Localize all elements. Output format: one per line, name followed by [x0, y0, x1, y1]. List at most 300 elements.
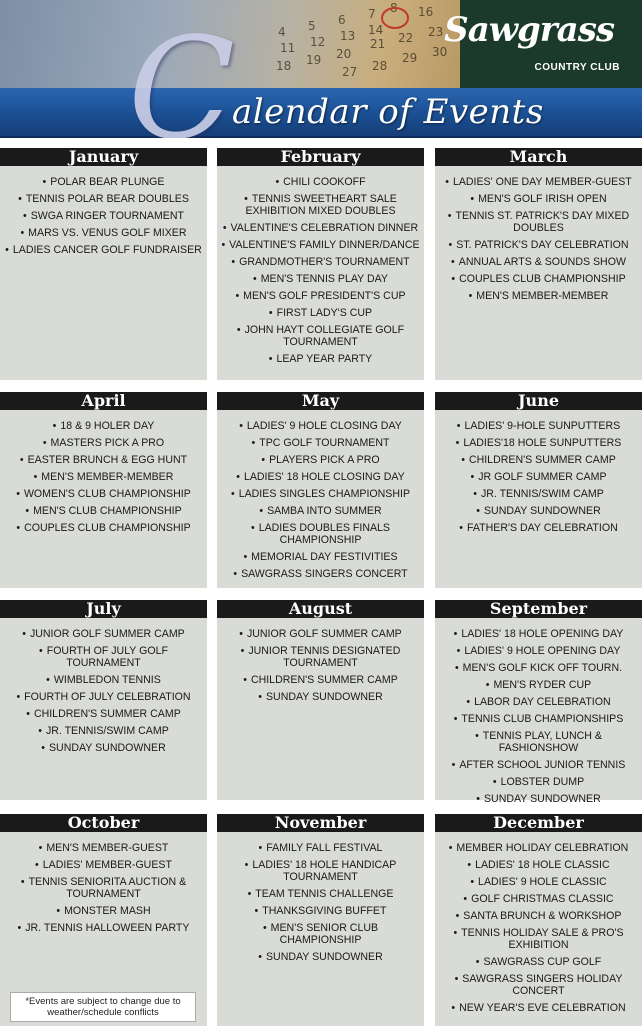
event-label: TENNIS ST. PATRICK'S DAY MIXED DOUBLES — [455, 210, 630, 234]
event-item — [439, 776, 638, 788]
event-label: TENNIS SENIORITA AUCTION & TOURNAMENT — [28, 876, 187, 900]
event-item — [4, 742, 203, 754]
event-item — [439, 893, 638, 905]
event-label: TEAM TENNIS CHALLENGE — [255, 888, 394, 900]
event-item — [221, 307, 420, 319]
bullet-icon: • — [38, 842, 43, 854]
page-title: alendar of Events — [232, 92, 544, 132]
event-item — [221, 420, 420, 432]
month-heading: March — [435, 148, 642, 166]
event-label: LADIES' 18 HOLE CLASSIC — [475, 859, 610, 871]
event-item — [221, 859, 420, 883]
event-label: FIRST LADY'S CUP — [276, 307, 373, 319]
bullet-icon: • — [459, 522, 463, 534]
calendar-number: 14 — [368, 23, 384, 37]
event-label: SUNDAY SUNDOWNER — [48, 742, 166, 754]
bullet-icon: • — [453, 713, 458, 725]
event-label: COUPLES CLUB CHAMPIONSHIP — [459, 273, 626, 285]
calendar-number: 5 — [308, 19, 316, 33]
bullet-icon: • — [485, 679, 490, 691]
bullet-icon: • — [244, 193, 248, 205]
event-item — [439, 522, 638, 534]
event-item — [439, 679, 638, 691]
event-label: LADIES' 9 HOLE CLOSING DAY — [246, 420, 402, 432]
event-label: MEN'S MEMBER-MEMBER — [41, 471, 174, 483]
event-label: TENNIS SWEETHEART SALE EXHIBITION MIXED DOUBLES — [245, 193, 397, 217]
event-item — [221, 691, 420, 703]
event-label: TENNIS POLAR BEAR DOUBLES — [25, 193, 189, 205]
event-item — [221, 888, 420, 900]
event-item — [439, 759, 638, 771]
bullet-icon: • — [39, 645, 43, 657]
event-label: LADIES' 9 HOLE CLASSIC — [478, 876, 607, 888]
event-item — [439, 696, 638, 708]
bullet-icon: • — [254, 905, 259, 917]
event-item — [221, 842, 420, 854]
bullet-icon: • — [456, 420, 461, 432]
event-item — [439, 273, 638, 285]
calendar-number: 11 — [280, 41, 296, 55]
event-label: LADIES' 9-HOLE SUNPUTTERS — [464, 420, 621, 432]
bullet-icon: • — [473, 488, 477, 500]
event-item — [4, 922, 203, 934]
event-item — [439, 437, 638, 449]
month-heading: February — [217, 148, 424, 166]
bullet-icon: • — [16, 691, 21, 703]
event-label: JOHN HAYT COLLEGIATE GOLF TOURNAMENT — [244, 324, 405, 348]
event-label: 18 & 9 HOLER DAY — [60, 420, 155, 432]
event-label: SUNDAY SUNDOWNER — [483, 793, 601, 805]
event-item — [4, 859, 203, 871]
event-item — [4, 674, 203, 686]
bullet-icon: • — [35, 859, 39, 871]
month-april — [0, 392, 207, 588]
bullet-icon: • — [258, 842, 263, 854]
event-label: MEN'S TENNIS PLAY DAY — [260, 273, 388, 285]
bullet-icon: • — [476, 793, 480, 805]
header-banner — [0, 0, 642, 138]
bullet-icon: • — [454, 662, 459, 674]
event-label: COUPLES CLUB CHAMPIONSHIP — [24, 522, 191, 534]
bullet-icon: • — [221, 239, 226, 251]
event-label: GOLF CHRISTMAS CLASSIC — [471, 893, 614, 905]
calendar-number: 16 — [418, 5, 434, 19]
event-label: CHILDREN'S SUMMER CAMP — [33, 708, 181, 720]
event-label: THANKSGIVING BUFFET — [262, 905, 387, 917]
event-item — [439, 662, 638, 674]
event-item — [221, 273, 420, 285]
event-item — [439, 876, 638, 888]
event-label: POLAR BEAR PLUNGE — [50, 176, 165, 188]
event-label: WOMEN'S CLUB CHAMPIONSHIP — [23, 488, 191, 500]
month-heading: August — [217, 600, 424, 618]
event-label: TENNIS HOLIDAY SALE & PRO'S EXHIBITION — [461, 927, 624, 951]
bullet-icon: • — [17, 922, 22, 934]
event-item — [221, 522, 420, 546]
event-label: LABOR DAY CELEBRATION — [474, 696, 611, 708]
event-label: SAMBA INTO SUMMER — [267, 505, 382, 517]
calendar-number: 20 — [336, 47, 352, 61]
bullet-icon: • — [456, 645, 461, 657]
bullet-icon: • — [259, 505, 264, 517]
event-label: LADIES' 18 HOLE HANDICAP TOURNAMENT — [252, 859, 397, 883]
bullet-icon: • — [42, 437, 47, 449]
event-label: LADIES CANCER GOLF FUNDRAISER — [12, 244, 202, 256]
event-label: JR. TENNIS/SWIM CAMP — [45, 725, 169, 737]
month-heading: June — [435, 392, 642, 410]
event-label: GRANDMOTHER'S TOURNAMENT — [239, 256, 410, 268]
event-label: SUNDAY SUNDOWNER — [265, 951, 383, 963]
event-label: SAWGRASS SINGERS CONCERT — [241, 568, 408, 580]
bullet-icon: • — [239, 628, 243, 640]
event-label: MEN'S MEMBER-MEMBER — [476, 290, 609, 302]
bullet-icon: • — [448, 842, 453, 854]
event-label: CHILDREN'S SUMMER CAMP — [468, 454, 616, 466]
event-label: TPC GOLF TOURNAMENT — [259, 437, 390, 449]
bullet-icon: • — [261, 454, 266, 466]
month-heading: January — [0, 148, 207, 166]
bullet-icon: • — [454, 973, 459, 985]
bullet-icon: • — [247, 888, 252, 900]
event-label: EASTER BRUNCH & EGG HUNT — [27, 454, 188, 466]
event-item — [4, 725, 203, 737]
bullet-icon: • — [250, 522, 255, 534]
bullet-icon: • — [253, 273, 257, 285]
event-label: MASTERS PICK A PRO — [50, 437, 165, 449]
event-item — [221, 645, 420, 669]
event-label: LEAP YEAR PARTY — [276, 353, 373, 365]
event-item — [4, 454, 203, 466]
calendar-number: 30 — [432, 45, 448, 59]
brand-subtitle: COUNTRY CLUB — [534, 62, 620, 73]
bullet-icon: • — [235, 290, 240, 302]
month-heading: May — [217, 392, 424, 410]
bullet-icon: • — [451, 273, 456, 285]
bullet-icon: • — [41, 742, 45, 754]
bullet-icon: • — [243, 551, 248, 563]
bullet-icon: • — [222, 222, 227, 234]
event-list — [217, 832, 424, 963]
event-list — [217, 166, 424, 365]
event-item — [439, 793, 638, 805]
event-label: MONSTER MASH — [64, 905, 151, 917]
event-item — [439, 730, 638, 754]
bullet-icon: • — [5, 244, 9, 256]
calendar-number: 21 — [370, 37, 386, 51]
month-february — [217, 148, 424, 380]
event-item — [4, 842, 203, 854]
event-label: MEMBER HOLIDAY CELEBRATION — [456, 842, 629, 854]
bullet-icon: • — [445, 176, 449, 188]
event-item — [439, 628, 638, 640]
bullet-icon: • — [19, 454, 24, 466]
event-item — [4, 227, 203, 239]
event-label: LADIES'18 HOLE SUNPUTTERS — [463, 437, 622, 449]
calendar-number: 19 — [306, 53, 322, 67]
bullet-icon: • — [451, 256, 455, 268]
event-item — [4, 645, 203, 669]
bullet-icon: • — [258, 691, 262, 703]
bullet-icon: • — [470, 193, 475, 205]
bullet-icon: • — [26, 708, 30, 720]
month-september — [435, 599, 642, 805]
event-item — [4, 905, 203, 917]
event-item — [439, 1002, 638, 1014]
event-label: MEN'S MEMBER-GUEST — [46, 842, 169, 854]
calendar-number: 6 — [338, 13, 346, 27]
bullet-icon: • — [470, 876, 475, 888]
bullet-icon: • — [16, 488, 20, 500]
event-label: MEN'S GOLF KICK OFF TOURN. — [462, 662, 623, 674]
month-january — [0, 148, 207, 380]
event-item — [221, 505, 420, 517]
event-label: MEN'S RYDER CUP — [493, 679, 592, 691]
event-label: FATHER'S DAY CELEBRATION — [466, 522, 618, 534]
event-item — [439, 859, 638, 871]
bullet-icon: • — [492, 776, 497, 788]
event-label: LADIES' ONE DAY MEMBER-GUEST — [452, 176, 632, 188]
calendar-grid-image — [250, 0, 460, 90]
calendar-number: 18 — [276, 59, 292, 73]
bullet-icon: • — [236, 471, 240, 483]
month-july — [0, 600, 207, 800]
bullet-icon: • — [268, 353, 273, 365]
bullet-icon: • — [455, 910, 460, 922]
event-label: TENNIS PLAY, LUNCH & FASHIONSHOW — [482, 730, 602, 754]
event-item — [439, 290, 638, 302]
event-item — [221, 905, 420, 917]
event-item — [221, 568, 420, 580]
bullet-icon: • — [262, 922, 267, 934]
event-item — [439, 842, 638, 854]
event-label: SAWGRASS SINGERS HOLIDAY CONCERT — [462, 973, 623, 997]
event-label: CHILI COOKOFF — [283, 176, 366, 188]
event-label: MEN'S SENIOR CLUB CHAMPIONSHIP — [270, 922, 379, 946]
event-label: JUNIOR GOLF SUMMER CAMP — [29, 628, 185, 640]
event-label: SWGA RINGER TOURNAMENT — [30, 210, 184, 222]
event-item — [221, 239, 420, 251]
event-item — [439, 420, 638, 432]
bullet-icon: • — [476, 505, 480, 517]
event-item — [4, 488, 203, 500]
bullet-icon: • — [275, 176, 280, 188]
bullet-icon: • — [25, 505, 30, 517]
event-label: VALENTINE'S FAMILY DINNER/DANCE — [229, 239, 420, 251]
event-label: AFTER SCHOOL JUNIOR TENNIS — [459, 759, 626, 771]
event-label: FOURTH OF JULY GOLF TOURNAMENT — [46, 645, 168, 669]
bullet-icon: • — [455, 437, 460, 449]
bullet-icon: • — [475, 956, 480, 968]
event-label: NEW YEAR'S EVE CELEBRATION — [459, 1002, 626, 1014]
event-label: FAMILY FALL FESTIVAL — [266, 842, 383, 854]
month-heading: December — [435, 814, 642, 832]
calendar-number: 12 — [310, 35, 326, 49]
event-label: PLAYERS PICK A PRO — [269, 454, 380, 466]
event-item — [439, 645, 638, 657]
calendar-number: 13 — [340, 29, 356, 43]
month-heading: September — [435, 600, 642, 618]
event-label: WIMBLEDON TENNIS — [53, 674, 161, 686]
event-item — [4, 437, 203, 449]
event-label: FOURTH OF JULY CELEBRATION — [24, 691, 191, 703]
month-heading: October — [0, 814, 207, 832]
bullet-icon: • — [258, 951, 262, 963]
event-list — [435, 410, 642, 534]
calendar-number: 28 — [372, 59, 388, 73]
event-item — [4, 193, 203, 205]
bullet-icon: • — [22, 628, 26, 640]
event-item — [439, 713, 638, 725]
event-item — [221, 628, 420, 640]
event-item — [4, 176, 203, 188]
month-june — [435, 392, 642, 588]
calendar-number: 27 — [342, 65, 358, 79]
event-item — [439, 176, 638, 188]
event-label: MEN'S GOLF PRESIDENT'S CUP — [243, 290, 406, 302]
bullet-icon: • — [448, 239, 453, 251]
event-label: JUNIOR GOLF SUMMER CAMP — [246, 628, 402, 640]
bullet-icon: • — [251, 437, 256, 449]
event-list — [0, 832, 207, 934]
month-november — [217, 814, 424, 1026]
brand-logo: Sawgrass — [444, 10, 614, 50]
event-item — [4, 708, 203, 720]
calendar-number: 4 — [278, 25, 286, 39]
calendar-number: 22 — [398, 31, 414, 45]
month-march — [435, 148, 642, 380]
month-august — [217, 600, 424, 800]
event-label: JR. TENNIS/SWIM CAMP — [480, 488, 604, 500]
event-item — [4, 522, 203, 534]
event-item — [4, 691, 203, 703]
event-item — [439, 193, 638, 205]
bullet-icon: • — [240, 645, 245, 657]
calendar-number: 29 — [402, 51, 418, 65]
bullet-icon: • — [23, 210, 27, 222]
footnote: *Events are subject to change due to weather/schedule conflicts — [10, 992, 196, 1022]
month-december — [435, 814, 642, 1026]
bullet-icon: • — [42, 176, 47, 188]
event-label: LOBSTER DUMP — [500, 776, 585, 788]
event-label: SANTA BRUNCH & WORKSHOP — [463, 910, 622, 922]
event-item — [221, 471, 420, 483]
bullet-icon: • — [453, 927, 458, 939]
event-list — [0, 618, 207, 754]
bullet-icon: • — [451, 759, 456, 771]
bullet-icon: • — [447, 210, 452, 222]
event-item — [221, 290, 420, 302]
bullet-icon: • — [466, 696, 471, 708]
event-item — [439, 454, 638, 466]
event-item — [439, 239, 638, 251]
event-item — [221, 437, 420, 449]
event-item — [4, 505, 203, 517]
event-label: LADIES' 18 HOLE CLOSING DAY — [243, 471, 405, 483]
event-item — [439, 910, 638, 922]
calendar-number: 8 — [390, 1, 398, 15]
event-item — [439, 471, 638, 483]
event-list — [435, 618, 642, 805]
bullet-icon: • — [239, 420, 243, 432]
bullet-icon: • — [468, 290, 473, 302]
event-label: MEN'S GOLF IRISH OPEN — [478, 193, 607, 205]
event-item — [221, 353, 420, 365]
event-item — [4, 876, 203, 900]
bullet-icon: • — [38, 725, 42, 737]
month-may — [217, 392, 424, 588]
bullet-icon: • — [20, 227, 25, 239]
month-heading: July — [0, 600, 207, 618]
event-item — [221, 193, 420, 217]
event-label: ANNUAL ARTS & SOUNDS SHOW — [458, 256, 626, 268]
bullet-icon: • — [33, 471, 38, 483]
event-item — [439, 210, 638, 234]
bullet-icon: • — [52, 420, 57, 432]
event-item — [221, 674, 420, 686]
calendar-number: 7 — [368, 7, 376, 21]
event-label: LADIES DOUBLES FINALS CHAMPIONSHIP — [258, 522, 390, 546]
month-heading: April — [0, 392, 207, 410]
bullet-icon: • — [268, 307, 273, 319]
event-item — [4, 628, 203, 640]
event-label: VALENTINE'S CELEBRATION DINNER — [230, 222, 419, 234]
event-label: ST. PATRICK'S DAY CELEBRATION — [456, 239, 629, 251]
event-label: MEMORIAL DAY FESTIVITIES — [251, 551, 398, 563]
event-item — [221, 454, 420, 466]
event-list — [217, 410, 424, 580]
bullet-icon: • — [451, 1002, 456, 1014]
event-item — [4, 210, 203, 222]
bullet-icon: • — [461, 454, 465, 466]
event-item — [439, 927, 638, 951]
event-item — [221, 922, 420, 946]
event-list — [435, 166, 642, 302]
title-initial: C — [128, 8, 236, 138]
bullet-icon: • — [230, 488, 235, 500]
bullet-icon: • — [243, 674, 247, 686]
bullet-icon: • — [470, 471, 475, 483]
event-label: SUNDAY SUNDOWNER — [265, 691, 383, 703]
event-item — [221, 324, 420, 348]
bullet-icon: • — [244, 859, 249, 871]
event-item — [221, 256, 420, 268]
bullet-icon: • — [475, 730, 479, 742]
event-label: CHILDREN'S SUMMER CAMP — [250, 674, 398, 686]
event-item — [221, 551, 420, 563]
bullet-icon: • — [463, 893, 468, 905]
event-label: SUNDAY SUNDOWNER — [483, 505, 601, 517]
bullet-icon: • — [16, 522, 21, 534]
bullet-icon: • — [453, 628, 458, 640]
event-item — [221, 488, 420, 500]
bullet-icon: • — [56, 905, 61, 917]
event-label: LADIES SINGLES CHAMPIONSHIP — [238, 488, 411, 500]
event-label: LADIES' 18 HOLE OPENING DAY — [461, 628, 624, 640]
event-list — [435, 832, 642, 1014]
event-item — [439, 505, 638, 517]
bullet-icon: • — [231, 256, 236, 268]
event-label: TENNIS CLUB CHAMPIONSHIPS — [461, 713, 624, 725]
event-label: MEN'S CLUB CHAMPIONSHIP — [33, 505, 182, 517]
event-item — [221, 951, 420, 963]
event-item — [4, 244, 203, 256]
calendar-number: 23 — [428, 25, 444, 39]
event-label: JR GOLF SUMMER CAMP — [478, 471, 607, 483]
bullet-icon: • — [20, 876, 25, 888]
event-label: LADIES' 9 HOLE OPENING DAY — [464, 645, 621, 657]
event-list — [0, 166, 207, 256]
event-label: LADIES' MEMBER-GUEST — [42, 859, 172, 871]
